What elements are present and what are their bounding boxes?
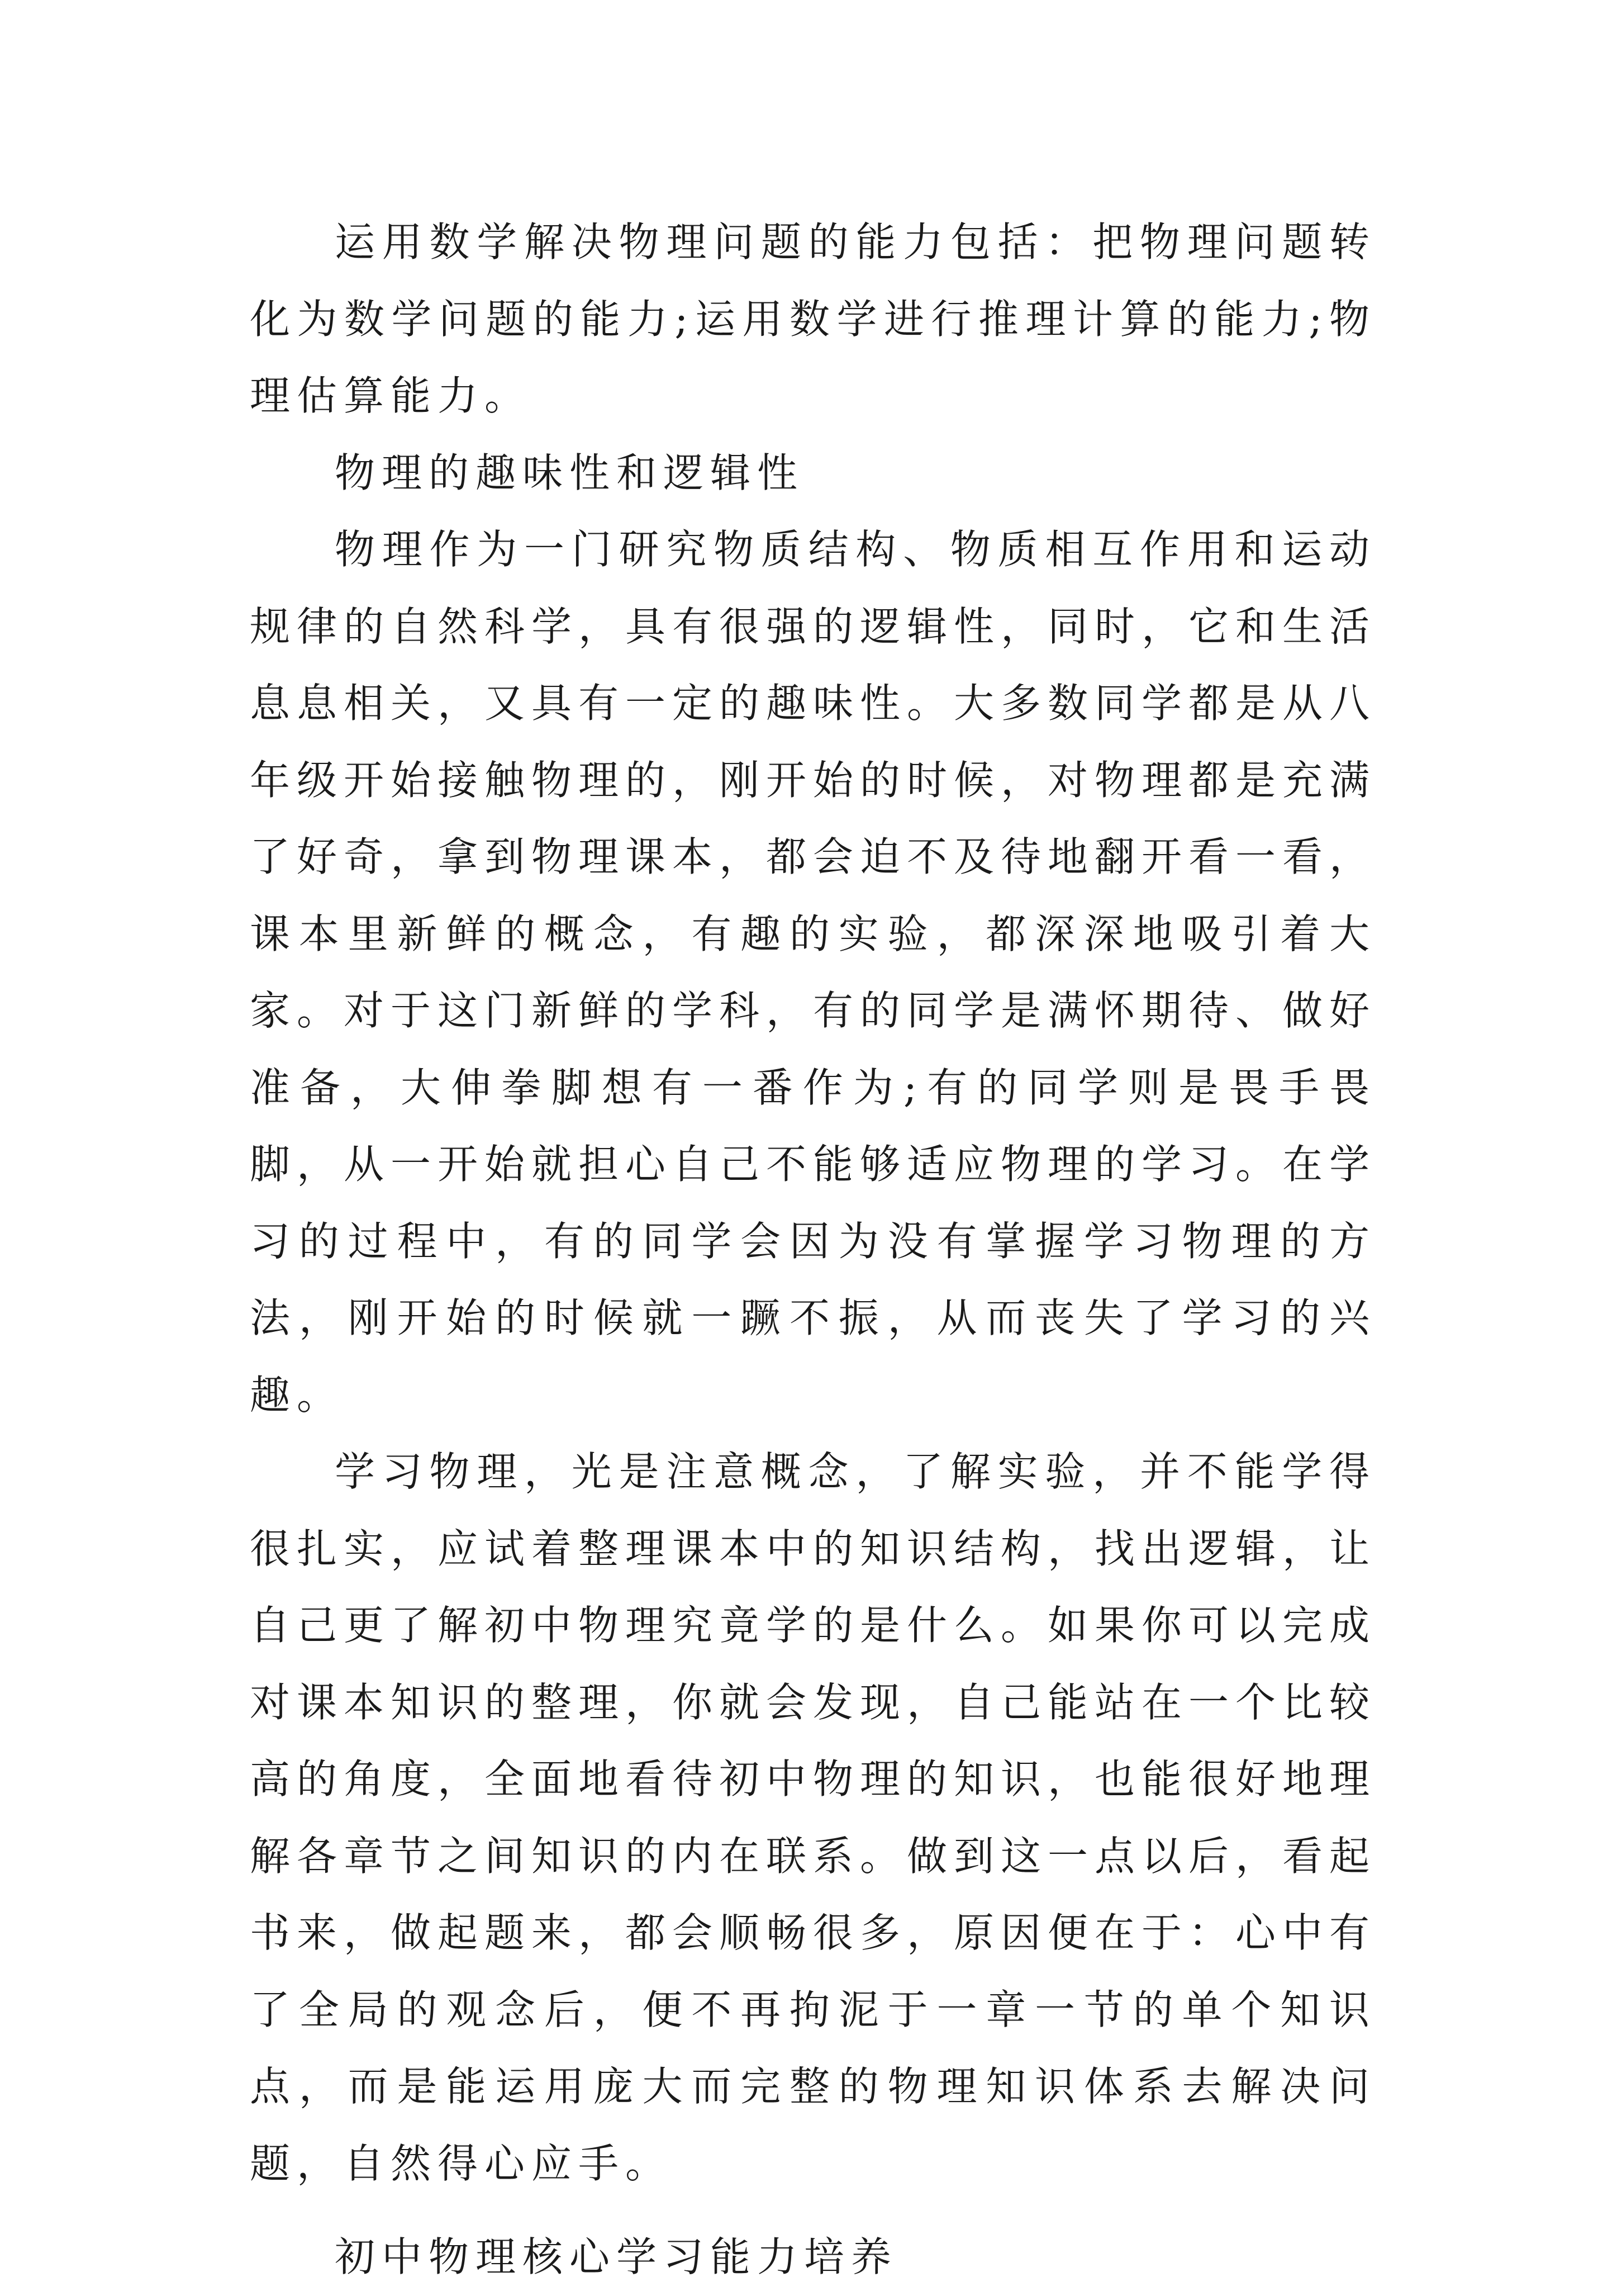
paragraph-physics-interest: 物理作为一门研究物质结构、物质相互作用和运动规律的自然科学，具有很强的逻辑性，同时，它和生活息息相关，又具有一定的趣味性。大多数同学都是从八年级开始接触物理的，刚开始的时候，对物理都是充满了好奇，拿到物理课本，都会迫不及待地翻开看一看，课本里新鲜的概念，有趣的实验，都深深地吸引着大家。对于这门新鲜的学科，有的同学是满怀期待、做好准备，大伸拳脚想有一番作为;有的同学则是畏手畏脚，从一开始就担心自己不能够适应物理的学习。在学习的过程中，有的同学会因为没有掌握学习物理的方法，刚开始的时候就一蹶不振，从而丧失了学习的兴趣。 <box>250 526 1377 1419</box>
paragraph-knowledge-structure: 学习物理，光是注意概念，了解实验，并不能学得很扎实，应试着整理课本中的知识结构，找出逻辑，让自己更了解初中物理究竟学的是什么。如果你可以完成对课本知识的整理，你就会发现，自己能站在一个比较高的角度，全面地看待初中物理的知识，也能很好地理解各章节之间知识的内在联系。做到这一点以后，看起书来，做起题来，都会顺畅很多，原因便在于：心中有了全局的观念后，便不再拘泥于一章一节的单个知识点，而是能运用庞大而完整的物理知识体系去解决问题，自然得心应手。 <box>250 1448 1377 2187</box>
section-heading-interest-logic: 物理的趣味性和逻辑性 <box>335 449 805 496</box>
document-body <box>250 204 1376 2296</box>
paragraph-math-ability: 运用数学解决物理问题的能力包括：把物理问题转化为数学问题的能力;运用数学进行推理计算的能力;物理估算能力。 <box>250 219 1376 419</box>
section-heading-core-ability: 初中物理核心学习能力培养 <box>335 2233 898 2280</box>
